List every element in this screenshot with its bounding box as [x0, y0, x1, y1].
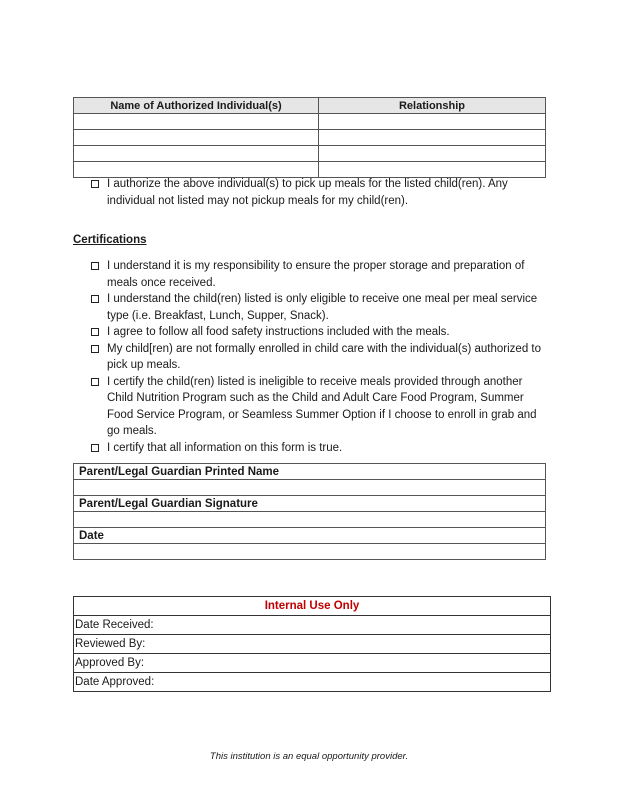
authorization-checkbox[interactable]	[91, 180, 99, 188]
name-cell[interactable]	[74, 146, 319, 162]
certification-text: I agree to follow all food safety instructions included with the meals.	[107, 326, 450, 338]
list-item	[91, 324, 551, 341]
certification-text: My child[ren) are not formally enrolled in child care with the individual(s) authorized to pick up meals.	[107, 342, 542, 371]
date-label: Date	[74, 528, 546, 544]
list-item	[91, 440, 551, 457]
approved-by-field[interactable]: Approved By:	[74, 654, 551, 673]
date-received-field[interactable]: Date Received:	[74, 616, 551, 635]
certifications-heading: Certifications	[73, 234, 147, 246]
authorization-statement	[91, 176, 531, 209]
table-row	[74, 146, 546, 162]
relationship-cell[interactable]	[319, 130, 546, 146]
certification-text: I certify that all information on this form is true.	[107, 441, 343, 454]
name-cell[interactable]	[74, 114, 319, 130]
relationship-cell[interactable]	[319, 114, 546, 130]
internal-use-heading: Internal Use Only	[74, 597, 551, 616]
date-approved-field[interactable]: Date Approved:	[74, 673, 551, 692]
certification-checkbox[interactable]	[91, 444, 99, 452]
authorized-individuals-table	[73, 97, 546, 178]
certification-checkbox[interactable]	[91, 328, 99, 336]
list-item	[91, 258, 551, 291]
table-row	[74, 114, 546, 130]
certification-checkbox[interactable]	[91, 262, 99, 270]
guardian-signature-table	[73, 463, 546, 560]
printed-name-field[interactable]	[74, 480, 546, 496]
equal-opportunity-footer: This institution is an equal opportunity provider.	[209, 751, 409, 762]
certifications-list	[91, 258, 551, 456]
certification-checkbox[interactable]	[91, 295, 99, 303]
authorization-text: I authorize the above individual(s) to pick up meals for the listed child(ren). Any individual not listed may not pickup meals for my child(ren).	[107, 178, 508, 207]
signature-field[interactable]	[74, 512, 546, 528]
table-row	[74, 130, 546, 146]
relationship-cell[interactable]	[319, 146, 546, 162]
certification-checkbox[interactable]	[91, 345, 99, 353]
certification-text: I understand the child(ren) listed is only eligible to receive one meal per meal service type (i.e. Breakfast, Lunch, Supper, Snack).	[107, 293, 538, 322]
signature-label: Parent/Legal Guardian Signature	[74, 496, 546, 512]
internal-use-table	[73, 596, 551, 692]
list-item	[91, 341, 551, 374]
name-cell[interactable]	[74, 130, 319, 146]
list-item	[91, 291, 551, 324]
date-field[interactable]	[74, 544, 546, 560]
reviewed-by-field[interactable]: Reviewed By:	[74, 635, 551, 654]
certification-text: I certify the child(ren) listed is ineligible to receive meals provided through another Child Nutrition Program such as the Child and Adult Care Food Program, Summer Food Service Program, or Seamless Summer Option if I choose to enroll in grab and go meals.	[107, 375, 537, 437]
relationship-column-header: Relationship	[319, 98, 546, 114]
printed-name-label: Parent/Legal Guardian Printed Name	[74, 464, 546, 480]
certification-text: I understand it is my responsibility to ensure the proper storage and preparation of meals once received.	[107, 260, 525, 289]
list-item	[91, 374, 551, 440]
certification-checkbox[interactable]	[91, 378, 99, 386]
name-column-header: Name of Authorized Individual(s)	[74, 98, 319, 114]
